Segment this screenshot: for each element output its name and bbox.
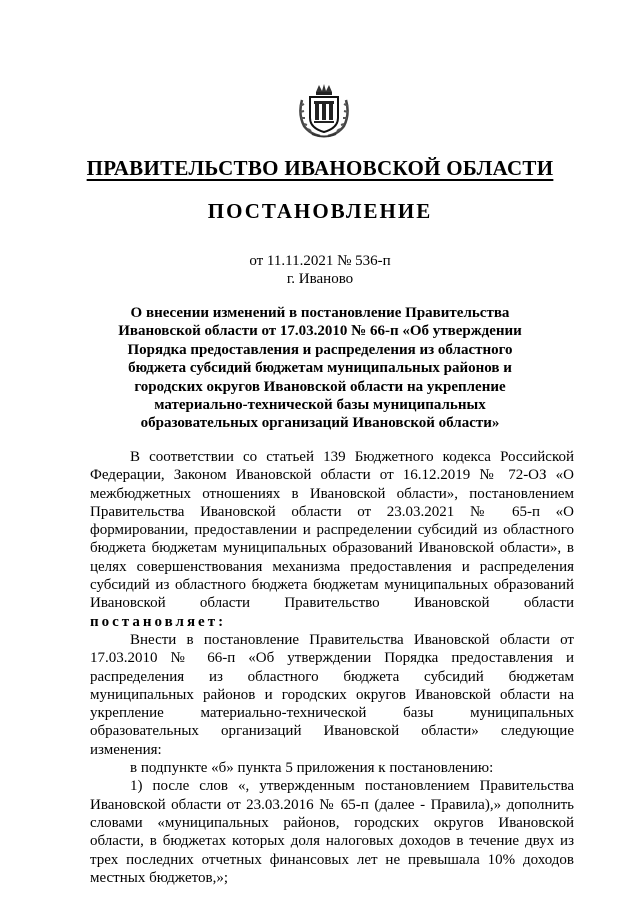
document-meta: [0, 252, 640, 288]
document-city: г. Иваново: [286, 271, 354, 287]
preamble-paragraph: [90, 448, 574, 631]
resolves-word: постановляет:: [90, 613, 227, 630]
organization-title: ПРАВИТЕЛЬСТВО ИВАНОВСКОЙ ОБЛАСТИ: [86, 156, 554, 180]
subpoint-paragraph: в подпункте «б» пункта 5 приложения к постановлению:: [130, 760, 494, 777]
document-body: [90, 448, 574, 887]
item-intro-paragraph: Внести в постановление Правительства Ивановской области от 17.03.2010 № 66-п «Об утверждении Порядка предоставления и распределения из областного бюджета субсидий бюджетам муниципальных районов и городских округов Ивановской области на укрепление материально-технической базы муниципальных образовательных организаций Ивановской области» следующие изменения:: [90, 631, 574, 758]
coat-of-arms-icon: [294, 82, 354, 140]
change-1-paragraph: 1) после слов «, утвержденным постановлением Правительства Ивановской области от 23.03.2016 № 65-п (далее - Правила),» дополнить словами «муниципальных районов, городских округов Ивановской области, в бюджетах которых доля налоговых доходов в течение двух из трех последних отчетных финансовых лет не превышала 10% доходов местных бюджетов,»;: [90, 778, 574, 886]
document-subject: О внесении изменений в постановление Правительства Ивановской области от 17.03.2010 № 66-п «Об утверждении Порядка предоставления и распределения из областного бюджета субсидий бюджетам муниципальных районов и городских округов Ивановской области на укрепление материально-технической базы муниципальных образовательных организаций Ивановской области»: [118, 305, 522, 432]
document-type: ПОСТАНОВЛЕНИЕ: [207, 199, 433, 223]
document-date-number: от 11.11.2021 № 536-п: [249, 253, 391, 269]
preamble-text: В соответствии со статьей 139 Бюджетного кодекса Российской Федерации, Законом Ивановской области от 16.12.2019 № 72-ОЗ «О межбюджетных отношениях в Ивановской области», постановлением Правительства Ивановской области от 23.03.2021 № 65-п «О формировании, предоставлении и распределении субсидий из областного бюджета бюджетам муниципальных образований Ивановской области», в целях совершенствования механизма предоставления и распределения субсидий из областного бюджета бюджетам муниципальных образований Ивановской области Правительство Ивановской области: [90, 449, 574, 612]
